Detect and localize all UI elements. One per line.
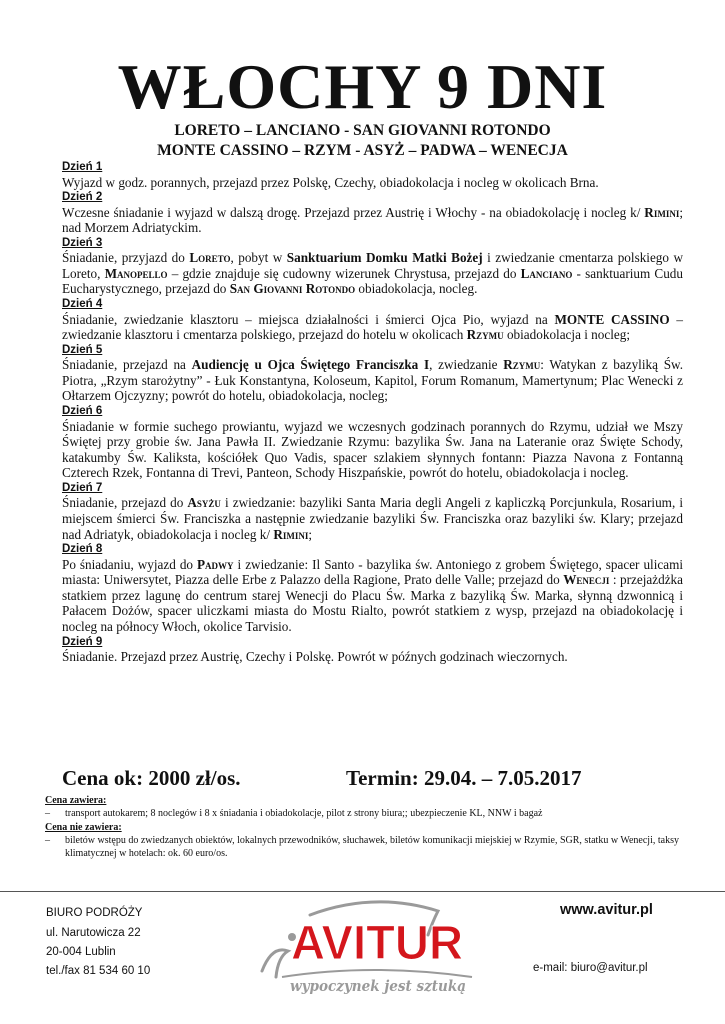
day-text-segment: obiadokolacja i nocleg; <box>503 327 630 343</box>
price-row <box>62 764 683 794</box>
day-text-segment: Sanktuarium Domku Matki Bożej <box>286 250 483 266</box>
day-text-segment: Śniadanie w formie suchego prowiantu, wyjazd we wczesnych godzinach porannych do Rzymu, udział we Mszy Świętej przy grobie św. Jana Pawła II. Zwiedzanie Rzymu: bazylika Św. Jana na Lateranie oraz Święte Schody, katakumby Św. Kaliksta, kościółek Quo Vadis, spacer szlakiem słynnych fontann: Piazza Navona z Fontanną Czterech Rzek, Fontanna di Trevi, Panteon, Schody Hiszpańskie, powrót do hotelu, obiadokolacja i nocleg. <box>62 418 683 481</box>
day-text-segment: : przejażdżka statkiem przez lagunę do centrum starej Wenecji do Placu Św. Marka z bazyliką Św. Marka, słynną dzwonnicą i Pałacem Dożów, spacer uliczkami miasta do Mostu Rialto, powrót statkiem z wysp, przejazd na obiadokolację i nocleg na północy Włoch, okolice Tarvisio. <box>62 572 683 635</box>
avitur-logo <box>252 893 484 1003</box>
day-description <box>62 357 683 404</box>
price-includes <box>45 794 695 820</box>
day-label: Dzień 1 <box>62 161 103 173</box>
day-text-segment: i zwiedzanie: Il Santo - bazylika św. Antoniego z grobem Świętego, spacer ulicami miasta: Uniwersytet, Piazza delle Erbe z Palazzo della Ragione, Prato delle Valle; przejazd do <box>62 556 683 588</box>
website-link[interactable]: www.avitur.pl <box>560 902 653 918</box>
day-text-segment: , zwiedzanie <box>429 357 504 373</box>
day-label: Dzień 8 <box>62 543 103 556</box>
day-label: Dzień 4 <box>62 298 103 311</box>
company-street: ul. Narutowicza 22 <box>46 927 141 939</box>
price-includes-label: Cena zawiera: <box>45 795 107 806</box>
day-description <box>62 419 683 481</box>
day-description <box>62 175 683 191</box>
day-text-segment: Rzymu <box>466 327 504 343</box>
route-line-1: LORETO – LANCIANO - SAN GIOVANNI ROTONDO <box>174 122 551 139</box>
term-dates: Termin: 29.04. – 7.05.2017 <box>346 766 582 790</box>
day-label: Dzień 6 <box>62 405 103 418</box>
route-line-2: MONTE CASSINO – RZYM - ASYŻ – PADWA – WENECJA <box>157 142 568 159</box>
day-label: Dzień 5 <box>62 343 103 356</box>
company-city: 20-004 Lublin <box>46 946 116 958</box>
day-description <box>62 312 683 343</box>
day-description <box>62 557 683 635</box>
bullet-dash: – <box>45 808 50 819</box>
company-phone: tel./fax 81 534 60 10 <box>46 965 151 977</box>
logo-name: AVITUR <box>291 917 463 970</box>
day-text-segment: Śniadanie, przejazd do <box>62 495 188 511</box>
footer-divider <box>0 891 725 892</box>
day-text-segment: : Watykan z bazyliką Św. Piotra, „Rzym starożytny” - Łuk Konstantyna, Koloseum, Kapitol, Forum Romanum, Mamertynum; Plac Wenecki z Ołtarzem Ojczyzny; powrót do hotelu, obiadokolacja, nocleg; <box>62 357 684 404</box>
day-text-segment: Audiencję u Ojca Świętego Franciszka I <box>191 357 430 373</box>
price-excludes-text: biletów wstępu do zwiedzanych obiektów, lokalnych przewodników, słuchawek, biletów komunikacji miejskiej w Rzymie, SGR, statku w Wenecji, taksy klimatycznej w hotelach: ok. 60 euro/os. <box>65 835 679 859</box>
day-text-segment: Śniadanie, przyjazd do <box>62 250 190 266</box>
day-text-segment: Wyjazd w godz. porannych, przejazd przez Polskę, Czechy, obiadokolacja i nocleg w okolicach Brna. <box>62 174 599 190</box>
day-text-segment: Manopello <box>104 265 168 281</box>
day-text-segment: MONTE CASSINO <box>554 311 670 327</box>
price-excludes-label: Cena nie zawiera: <box>45 822 122 833</box>
day-text-segment: Po śniadaniu, wyjazd do <box>62 556 197 572</box>
day-text-segment: Rzymu <box>503 357 541 373</box>
day-text-segment: , pobyt w <box>230 250 287 266</box>
company-name: BIURO PODRÓŻY <box>46 907 143 919</box>
day-text-segment: Wenecji <box>563 572 610 588</box>
day-text-segment: - sanktuarium Cudu Eucharystycznego, przejazd do <box>62 265 683 297</box>
day-text-segment: i zwiedzanie: bazyliki Santa Maria degli Angeli z kapliczką Porcjunkula, Rosarium, i miejscem śmierci Św. Franciszka a następnie zwiedzanie bazyliki Św. Franciszka oraz bazyliki św. Klary; przejazd nad Adriatyk, obiadokolacja i nocleg k/ <box>62 495 683 542</box>
day-text-segment: – gdzie znajduje się cudowny wizerunek Chrystusa, przejazd do <box>167 265 521 281</box>
price-includes-text: transport autokarem; 8 noclegów i 8 x śniadania i obiadokolacje, pilot z strony biura;; ubezpieczenie KL, NNW i bagaż <box>65 808 543 819</box>
day-label: Dzień 2 <box>62 191 103 204</box>
day-text-segment: Asyżu <box>187 495 221 511</box>
day-description <box>62 649 683 665</box>
day-text-segment: Wczesne śniadanie i wyjazd w dalszą drogę. Przejazd przez Austrię i Włochy - na obiadokolację i nocleg k/ <box>62 204 645 220</box>
day-label: Dzień 7 <box>62 481 103 494</box>
day-text-segment: Śniadanie, zwiedzanie klasztoru – miejsca działalności i śmierci Ojca Pio, wyjazd na <box>62 311 555 327</box>
price-excludes <box>45 821 695 860</box>
page-title: WŁOCHY 9 DNI <box>117 51 608 122</box>
price: Cena ok: 2000 zł/os. <box>62 766 241 790</box>
day-description <box>62 205 683 236</box>
day-label: Dzień 3 <box>62 236 103 249</box>
day-text-segment: Loreto <box>189 250 231 266</box>
day-text-segment: Śniadanie. Przejazd przez Austrię, Czechy i Polskę. Powrót w późnych godzinach wieczornych. <box>62 649 568 665</box>
day-text-segment: Lanciano <box>520 265 573 281</box>
day-text-segment: ; <box>308 526 313 542</box>
day-text-segment: San Giovanni Rotondo <box>229 281 356 297</box>
day-label: Dzień 9 <box>62 635 103 648</box>
logo-slogan: wypoczynek jest sztuką <box>290 977 466 995</box>
email-link[interactable]: e-mail: biuro@avitur.pl <box>533 962 648 974</box>
day-text-segment: Rimini <box>273 526 309 542</box>
day-text-segment: Rimini <box>644 204 680 220</box>
day-text-segment: obiadokolacja, nocleg. <box>355 281 478 297</box>
day-text-segment: Śniadanie, przejazd na <box>62 357 192 373</box>
itinerary <box>62 160 683 665</box>
day-text-segment: Padwy <box>197 556 234 572</box>
bullet-dash: – <box>45 835 50 846</box>
day-text-segment: – zwiedzanie klasztoru i cmentarza polskiego, przejazd do hotelu w okolicach <box>62 311 684 343</box>
day-text-segment: ; nad Morzem Adriatyckim. <box>62 204 683 236</box>
day-description <box>62 495 683 542</box>
day-description <box>62 250 683 297</box>
day-text-segment: i zwiedzanie cmentarza polskiego w Loreto, <box>62 250 683 281</box>
